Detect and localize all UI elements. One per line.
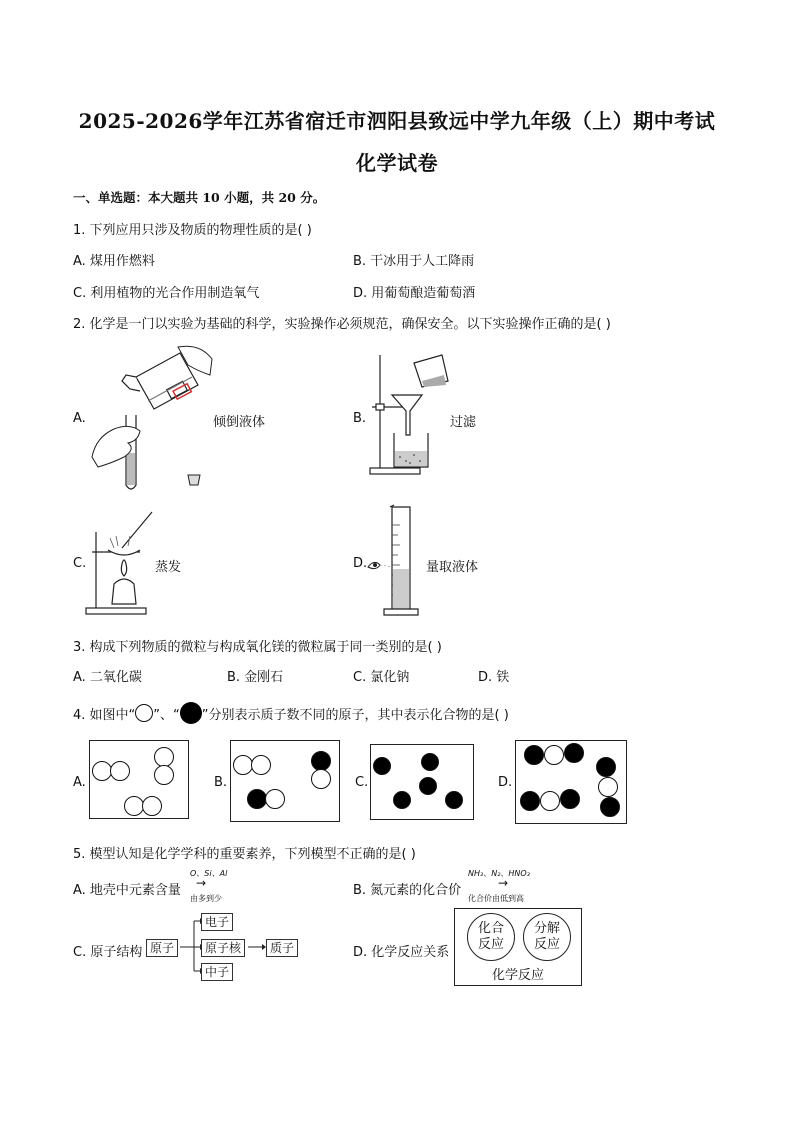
black-atom-icon	[524, 745, 544, 765]
q2-option-a-label: 倾倒液体	[213, 415, 266, 430]
question-1-stem: 1. 下列应用只涉及物质的物理性质的是( )	[73, 223, 312, 238]
white-atom-icon	[233, 755, 253, 775]
q4-option-b-letter: B.	[214, 775, 228, 790]
black-atom-icon	[311, 751, 331, 771]
q4-option-d-letter: D.	[498, 775, 513, 790]
black-atom-icon	[600, 797, 620, 817]
q2-option-c-label: 蒸发	[155, 560, 182, 575]
q3-option-d: D. 铁	[478, 670, 510, 685]
exam-subtitle: 化学试卷	[356, 151, 438, 175]
q1-option-d: D. 用葡萄酿造葡萄酒	[353, 286, 476, 301]
white-atom-icon	[265, 789, 285, 809]
black-atom-icon	[445, 791, 463, 809]
white-atom-icon	[154, 765, 174, 785]
q4-stem-suffix: ”分别表示质子数不同的原子，其中表示化合物的是( )	[201, 707, 509, 723]
question-2-stem: 2. 化学是一门以实验为基础的科学，实验操作必须规范，确保安全。以下实验操作正确的是( )	[73, 317, 611, 332]
q2-option-c-letter: C.	[73, 556, 87, 571]
q4-stem-prefix: 4. 如图中“	[73, 707, 136, 723]
combination-label-1: 化合	[477, 921, 504, 936]
white-atom-icon	[540, 791, 560, 811]
q5-b-compounds: NH₃、N₂、HNO₃	[468, 869, 530, 878]
q4-option-c-diagram	[370, 744, 474, 820]
q5-b-note: 化合价由低到高	[468, 894, 524, 903]
white-atom-icon	[544, 745, 564, 765]
right-arrow-icon: →	[498, 876, 509, 890]
right-arrow-icon: →	[196, 876, 207, 890]
q2-option-d-label: 量取液体	[426, 560, 479, 575]
black-atom-icon	[247, 789, 267, 809]
q1-option-c: C. 利用植物的光合作用制造氧气	[73, 286, 260, 301]
decomposition-label-2: 反应	[533, 937, 560, 952]
chemical-reaction-set-box	[454, 908, 582, 986]
pouring-liquid-figure	[88, 345, 218, 495]
question-4-stem	[73, 702, 509, 724]
q2-option-d-letter: D.	[353, 556, 368, 571]
black-atom-icon	[419, 777, 437, 795]
combination-label-2: 反应	[477, 937, 504, 952]
combination-reaction-circle	[467, 913, 515, 961]
decomposition-reaction-circle	[523, 913, 571, 961]
q5-option-a: A. 地壳中元素含量	[73, 883, 181, 898]
chemical-reaction-label: 化学反应	[491, 968, 544, 983]
question-5-stem: 5. 模型认知是化学学科的重要素养，下列模型不正确的是( )	[73, 847, 416, 862]
q1-option-b: B. 干冰用于人工降雨	[353, 254, 475, 269]
black-atom-icon	[393, 791, 411, 809]
black-atom-icon	[564, 743, 584, 763]
white-atom-icon	[124, 796, 144, 816]
q2-option-a-letter: A.	[73, 411, 86, 426]
section-heading: 一、单选题：本大题共 10 小题，共 20 分。	[73, 190, 326, 205]
decomposition-label-1: 分解	[533, 921, 560, 936]
white-atom-icon	[92, 761, 112, 781]
q5-a-elements: O、Si、Al	[190, 869, 228, 878]
q4-option-b-diagram	[230, 740, 340, 822]
white-atom-icon	[142, 796, 162, 816]
neutron-node: 中子	[201, 963, 233, 981]
white-atom-icon	[110, 761, 130, 781]
filtration-figure	[366, 355, 456, 480]
measuring-cylinder-figure	[366, 505, 426, 620]
question-3-stem: 3. 构成下列物质的微粒与构成氧化镁的微粒属于同一类别的是( )	[73, 640, 442, 655]
q5-a-note: 由多到少	[190, 894, 222, 903]
black-atom-icon	[520, 791, 540, 811]
exam-title: 2025-2026学年江苏省宿迁市泗阳县致远中学九年级（上）期中考试	[78, 109, 716, 133]
black-atom-icon	[596, 757, 616, 777]
evaporation-figure	[86, 512, 158, 617]
electron-node: 电子	[201, 913, 233, 931]
q4-option-c-letter: C.	[355, 775, 369, 790]
black-atom-icon	[421, 753, 439, 771]
q4-option-a-diagram	[89, 740, 189, 819]
nucleus-node: 原子核	[201, 939, 245, 957]
q5-option-d: D. 化学反应关系	[353, 945, 450, 960]
q4-option-a-letter: A.	[73, 775, 86, 790]
q1-option-a: A. 煤用作燃料	[73, 254, 155, 269]
q3-option-b: B. 金刚石	[227, 670, 284, 685]
white-atom-icon	[154, 747, 174, 767]
q5-option-c: C. 原子结构	[73, 945, 143, 960]
white-atom-icon	[135, 704, 153, 722]
q2-option-b-label: 过滤	[450, 415, 477, 430]
q3-option-c: C. 氯化钠	[353, 670, 410, 685]
white-atom-icon	[311, 769, 331, 789]
q5-option-b: B. 氮元素的化合价	[353, 883, 462, 898]
black-atom-icon	[180, 702, 202, 724]
atom-node: 原子	[146, 939, 178, 957]
q4-option-d-diagram	[515, 740, 627, 824]
q3-option-a: A. 二氧化碳	[73, 670, 142, 685]
white-atom-icon	[251, 755, 271, 775]
q2-option-b-letter: B.	[353, 411, 367, 426]
black-atom-icon	[373, 757, 391, 775]
black-atom-icon	[560, 789, 580, 809]
q4-stem-mid: ”、“	[153, 707, 180, 723]
proton-node: 质子	[266, 939, 298, 957]
white-atom-icon	[598, 777, 618, 797]
